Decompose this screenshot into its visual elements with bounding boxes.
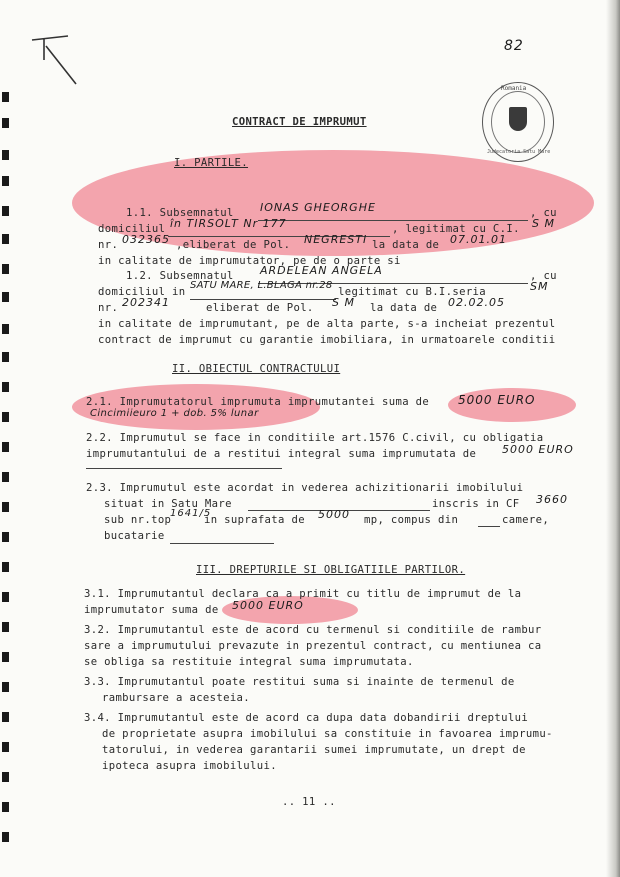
p11-text-2: , cu: [530, 207, 557, 219]
p31-text-1: 3.1. Imprumutantul declara ca a primit cu titlu de imprumut de la: [84, 588, 522, 600]
p23-top-number: 1641/5: [170, 508, 212, 519]
p11-date: 07.01.01: [450, 233, 507, 246]
page-number: 82: [504, 38, 524, 54]
p32-text-2: sare a imprumutului prevazute in prezentul contract, cu mentiunea ca: [84, 640, 542, 652]
p12-text-1: 1.2. Subsemnatul: [126, 270, 234, 282]
p11-text-8: in calitate de imprumutator, pe de o parte si: [98, 255, 401, 267]
stamp-top-text: Romania: [501, 85, 527, 92]
p31-sum: 5000 EURO: [232, 599, 304, 612]
p22-text-2: imprumutantului de a restitui integral suma imprumutata de: [86, 448, 477, 460]
p23-text-3: inscris in CF: [432, 498, 520, 510]
p21-sum: 5000 EURO: [458, 393, 536, 407]
corner-pen-mark: [28, 32, 88, 92]
coat-of-arms-icon: [509, 107, 527, 131]
p12-address: SATU MARE, L.BLAGA nr.28: [190, 280, 333, 291]
p11-name-line: [258, 220, 528, 221]
p11-text-7: la data de: [372, 239, 440, 251]
p23-cf-number: 3660: [536, 493, 568, 506]
page-footer: .. 11 ..: [282, 796, 336, 808]
p12-date: 02.02.05: [448, 296, 505, 309]
p12-text-7: la data de: [370, 302, 438, 314]
p31-text-2: imprumutator suma de: [84, 604, 219, 616]
p23-text-4: sub nr.top: [104, 514, 172, 526]
p21-text: 2.1. Imprumutatorul imprumuta imprumutantei suma de: [86, 396, 430, 408]
p11-ci-number: 032365: [122, 233, 170, 246]
p22-blank-line: [86, 468, 282, 469]
p12-bi-number: 202341: [122, 296, 170, 309]
court-stamp: [482, 82, 554, 162]
p11-text-3: domiciliul: [98, 223, 166, 235]
p34-text-3: tatorului, in vederea garantarii sumei imprumutate, un drept de: [102, 744, 526, 756]
p23-text-8: bucatarie: [104, 530, 165, 542]
p12-police: S M: [332, 296, 355, 309]
p32-text-3: se obliga sa restituie integral suma imprumutata.: [84, 656, 414, 668]
p23-rooms-line: [478, 526, 500, 527]
p23-text-2: situat in Satu Mare: [104, 498, 232, 510]
page-edge-shadow: [606, 0, 620, 877]
p23-area: 5000: [318, 508, 350, 521]
p11-text-4: , legitimat cu C.I.: [392, 223, 520, 235]
p11-text-6: ,eliberat de Pol.: [176, 239, 291, 251]
stamp-bottom-text: Judecatoria Satu Mare: [487, 149, 551, 155]
document-title: CONTRACT DE IMPRUMUT: [232, 116, 367, 128]
p12-text-9: contract de imprumut cu garantie imobiliara, in urmatoarele conditii: [98, 334, 556, 346]
p12-bi-series: SM: [530, 280, 549, 293]
p23-text-7: camere,: [502, 514, 550, 526]
p34-text-2: de proprietate asupra imobilului sa constituie in favoarea imprumu-: [102, 728, 553, 740]
p11-address: în TIRSOLT Nr 177: [170, 217, 287, 230]
p21-sum-words: Cincimiieuro 1 + dob. 5% lunar: [90, 408, 259, 419]
p23-text-5: in suprafata de: [204, 514, 305, 526]
p33-text-2: rambursare a acesteia.: [102, 692, 251, 704]
p23-text-6: mp, compus din: [364, 514, 459, 526]
p34-text-1: 3.4. Imprumutantul este de acord ca dupa data dobandirii dreptului: [84, 712, 529, 724]
p22-text-1: 2.2. Imprumutul se face in conditiile art.1576 C.civil, cu obligatia: [86, 432, 544, 444]
p12-text-8: in calitate de imprumutant, pe de alta parte, s-a incheiat prezentul: [98, 318, 556, 330]
p12-text-3: domiciliul in: [98, 286, 186, 298]
p12-text-5: nr.: [98, 302, 119, 314]
p11-text-1: 1.1. Subsemnatul: [126, 207, 234, 219]
p12-text-2: , cu: [530, 270, 557, 282]
p12-name: ARDELEAN ANGELA: [260, 264, 383, 277]
binder-holes: [0, 0, 14, 877]
p22-sum: 5000 EURO: [502, 443, 574, 456]
p23-text-1: 2.3. Imprumutul este acordat in vederea achizitionarii imobilului: [86, 482, 524, 494]
section-2-heading: II. OBIECTUL CONTRACTULUI: [172, 363, 341, 375]
section-3-heading: III. DREPTURILE SI OBLIGATIILE PARTILOR.: [196, 564, 466, 576]
p12-addr-line: [190, 299, 336, 300]
p11-name: IONAS GHEORGHE: [260, 201, 376, 214]
p23-kitchen-line: [170, 543, 274, 544]
p33-text-1: 3.3. Imprumutantul poate restitui suma si inainte de termenul de: [84, 676, 515, 688]
p11-police: NEGRESTI: [304, 233, 368, 246]
p11-ci-series: S M: [532, 217, 555, 230]
p34-text-4: ipoteca asupra imobilului.: [102, 760, 277, 772]
p11-text-5: nr.: [98, 239, 119, 251]
p32-text-1: 3.2. Imprumutantul este de acord cu termenul si conditiile de rambur: [84, 624, 542, 636]
section-1-heading: I. PARTILE.: [174, 157, 249, 169]
p12-text-6: eliberat de Pol.: [206, 302, 314, 314]
p12-text-4: legitimat cu B.I.seria: [338, 286, 487, 298]
